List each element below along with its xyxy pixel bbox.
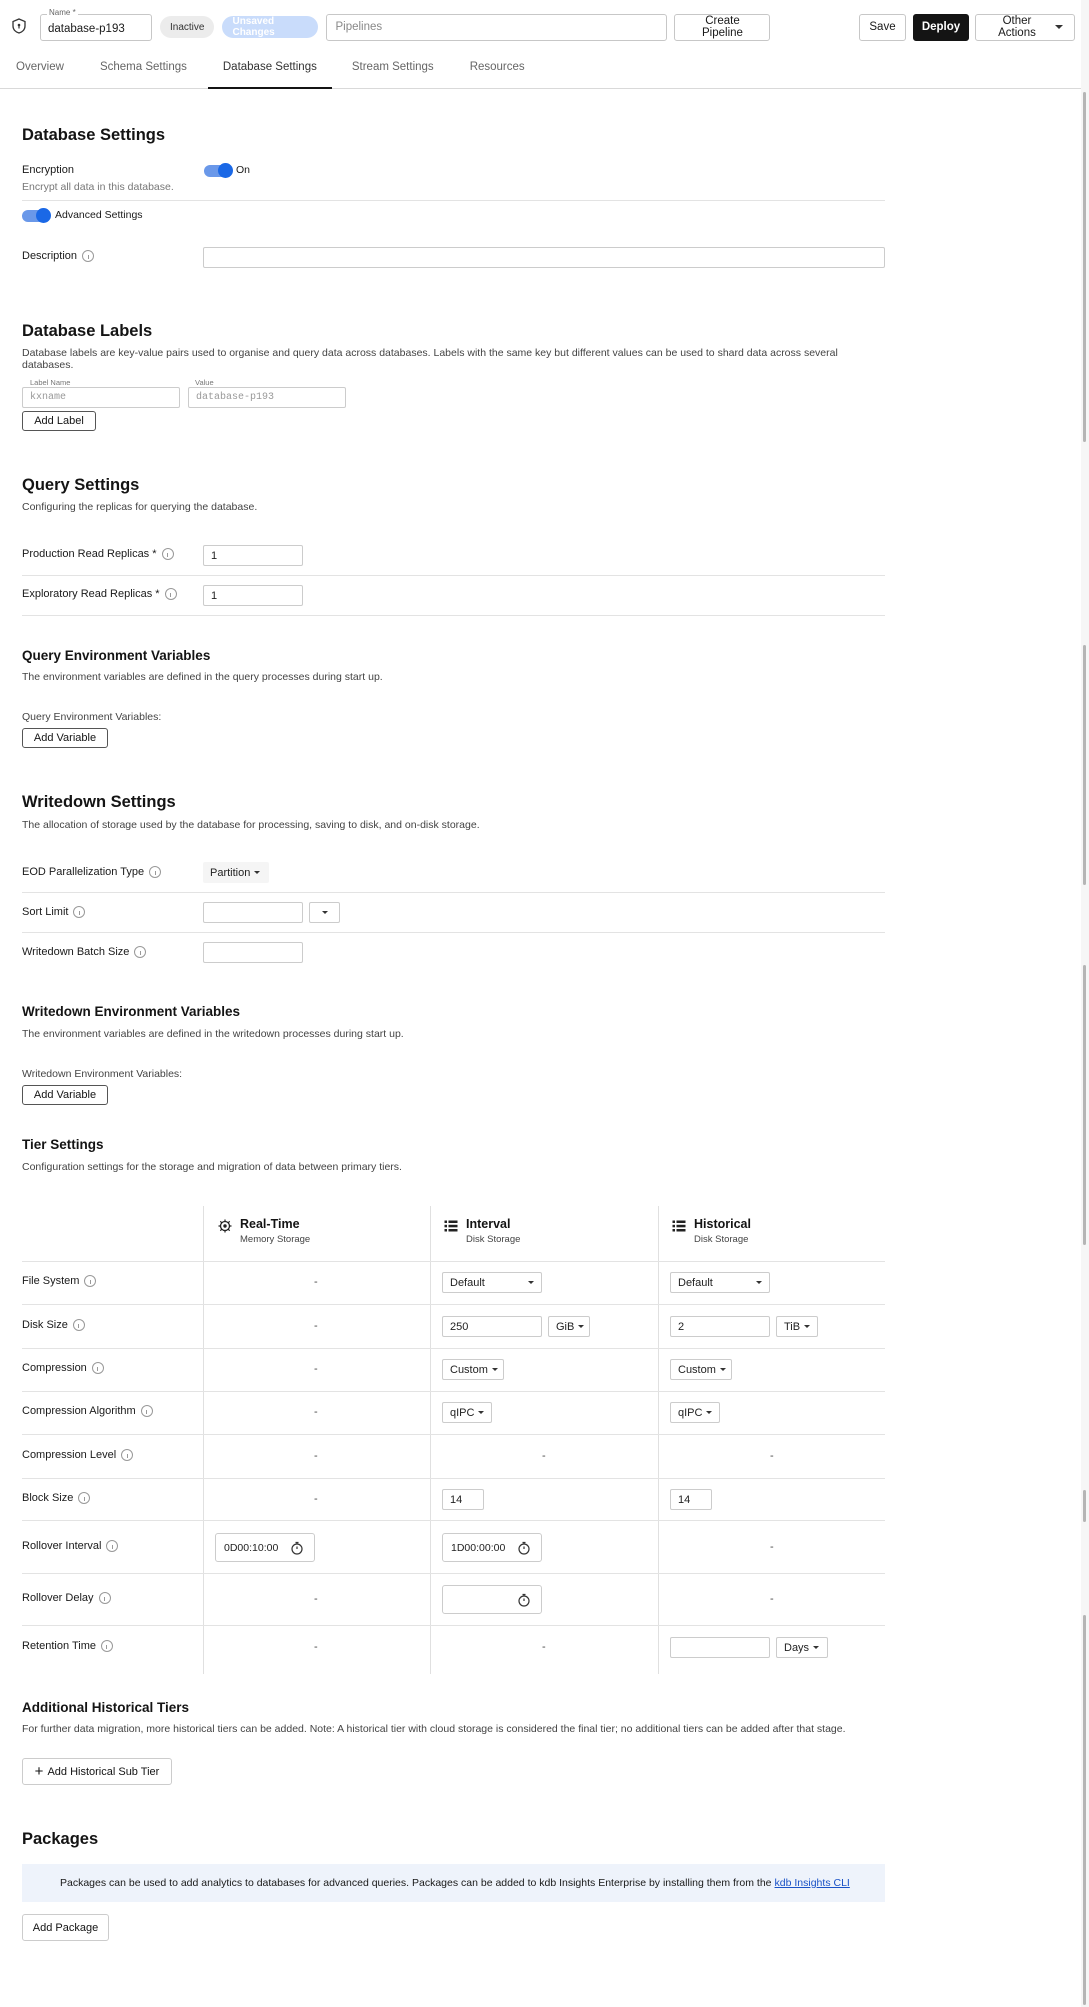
historical-retention-unit-select[interactable] (776, 1637, 828, 1658)
info-icon[interactable] (162, 548, 174, 560)
scrollbar-thumb[interactable] (1083, 645, 1086, 885)
retention-time-label: Retention Time (22, 1640, 96, 1652)
label-name-caption: Label Name (30, 378, 71, 387)
eod-type-select[interactable] (203, 862, 269, 883)
prod-replicas-input[interactable]: 1 (203, 545, 303, 566)
divider (22, 575, 885, 576)
divider (22, 1520, 885, 1521)
save-button[interactable]: Save (859, 14, 906, 41)
list-icon (444, 1219, 458, 1233)
batch-size-label: Writedown Batch Size (22, 946, 130, 958)
add-package-button[interactable]: Add Package (22, 1914, 109, 1941)
interval-retention-time: - (542, 1641, 546, 1653)
advanced-settings-label: Advanced Settings (55, 209, 143, 221)
tab-resources[interactable]: Resources (469, 61, 525, 73)
packages-info-text: Packages can be used to add analytics to databases for advanced queries. Packages can be added to kdb Insights Enterprise by installing them from the (60, 1877, 772, 1889)
realtime-rollover-interval-input[interactable] (215, 1533, 315, 1562)
prod-replicas-label: Production Read Replicas * (22, 548, 157, 560)
encryption-label: Encryption (22, 164, 74, 176)
interval-algorithm-select[interactable] (442, 1402, 492, 1423)
other-actions-label: Other Actions (998, 15, 1036, 39)
add-query-variable-button[interactable]: Add Variable (22, 728, 108, 748)
packages-title: Packages (22, 1830, 99, 1848)
kdb-insights-cli-link[interactable]: kdb Insights CLI (774, 1877, 850, 1889)
divider (22, 1261, 885, 1262)
scrollbar-thumb[interactable] (1083, 1615, 1086, 2005)
name-field-value: database-p193 (48, 22, 125, 35)
tab-schema-settings[interactable]: Schema Settings (99, 61, 187, 73)
chevron-down-icon (254, 871, 260, 874)
batch-size-row (22, 946, 146, 958)
interval-rollover-interval-input[interactable] (442, 1533, 542, 1562)
query-settings-title: Query Settings (22, 476, 140, 494)
stopwatch-icon[interactable] (517, 1541, 531, 1555)
info-icon[interactable] (101, 1640, 113, 1652)
file-system-label: File System (22, 1275, 80, 1287)
interval-disk-size-input[interactable]: 250 (442, 1316, 542, 1337)
interval-file-system-select[interactable] (442, 1272, 542, 1293)
label-value-input[interactable]: database-p193 (188, 387, 346, 408)
label-value-caption: Value (195, 378, 214, 387)
stopwatch-icon[interactable] (517, 1593, 531, 1607)
interval-compression-level: - (542, 1450, 546, 1462)
interval-compression-value: Custom (450, 1363, 488, 1376)
file-system-row (22, 1275, 96, 1287)
unsaved-changes-badge: Unsaved Changes (222, 16, 318, 38)
divider (22, 1348, 885, 1349)
compression-algorithm-row (22, 1405, 153, 1417)
interval-disk-unit-select[interactable] (548, 1316, 590, 1337)
chevron-down-icon (706, 1411, 712, 1414)
info-icon[interactable] (73, 906, 85, 918)
chevron-down-icon (322, 911, 328, 914)
historical-rollover-delay: - (770, 1593, 774, 1605)
rollover-interval-row (22, 1540, 118, 1552)
info-icon[interactable] (141, 1405, 153, 1417)
scrollbar-thumb[interactable] (1083, 965, 1086, 1245)
writedown-env-list-label: Writedown Environment Variables: (22, 1068, 183, 1080)
create-pipeline-button[interactable]: Create Pipeline (674, 14, 770, 41)
divider (22, 615, 885, 616)
info-icon[interactable] (73, 1319, 85, 1331)
divider (22, 1304, 885, 1305)
historical-retention-input[interactable] (670, 1637, 770, 1658)
historical-disk-unit-select[interactable] (776, 1316, 818, 1337)
query-env-title: Query Environment Variables (22, 648, 211, 663)
sort-limit-input[interactable] (203, 902, 303, 923)
divider (22, 1434, 885, 1435)
tab-database-settings[interactable]: Database Settings (208, 54, 332, 89)
realtime-rollover-interval-value: 0D00:10:00 (224, 1541, 279, 1554)
tier-header-interval (444, 1217, 520, 1245)
info-icon[interactable] (134, 946, 146, 958)
tier-settings-desc: Configuration settings for the storage and migration of data between primary tiers. (22, 1161, 402, 1173)
divider (22, 1573, 885, 1574)
disk-size-label: Disk Size (22, 1319, 68, 1331)
deploy-button[interactable]: Deploy (913, 14, 969, 41)
chevron-down-icon (804, 1325, 810, 1328)
info-icon[interactable] (82, 250, 94, 262)
tier-name: Real-Time (240, 1217, 300, 1231)
retention-time-row (22, 1640, 113, 1652)
historical-algorithm-select[interactable] (670, 1402, 720, 1423)
encryption-desc: Encrypt all data in this database. (22, 181, 174, 193)
query-env-list-label: Query Environment Variables: (22, 711, 162, 723)
sort-limit-row (22, 906, 85, 918)
rollover-delay-label: Rollover Delay (22, 1592, 94, 1604)
rollover-interval-label: Rollover Interval (22, 1540, 102, 1552)
info-icon[interactable] (99, 1592, 111, 1604)
query-settings-desc: Configuring the replicas for querying the database. (22, 501, 258, 513)
divider (22, 1478, 885, 1479)
tab-bar (0, 54, 1089, 89)
expl-replicas-input[interactable]: 1 (203, 585, 303, 606)
database-name-field[interactable] (40, 7, 152, 41)
block-size-label: Block Size (22, 1492, 74, 1504)
divider (22, 932, 885, 933)
historical-algorithm-value: qIPC (678, 1406, 703, 1419)
chip-icon (218, 1219, 232, 1233)
info-icon[interactable] (165, 588, 177, 600)
tab-overview[interactable]: Overview (16, 61, 64, 73)
block-size-row (22, 1492, 90, 1504)
historical-file-system-value: Default (678, 1276, 713, 1289)
tier-header-historical (672, 1217, 751, 1245)
chevron-down-icon (813, 1646, 819, 1649)
interval-disk-unit-value: GiB (556, 1320, 575, 1333)
top-bar (0, 0, 1089, 54)
tier-divider (430, 1206, 431, 1674)
other-actions-button[interactable] (975, 14, 1075, 41)
realtime-rollover-delay: - (314, 1593, 318, 1605)
database-settings-title: Database Settings (22, 126, 166, 144)
divider (22, 1391, 885, 1392)
compression-label: Compression (22, 1362, 87, 1374)
eod-label: EOD Parallelization Type (22, 866, 145, 878)
description-label: Description (22, 250, 78, 262)
add-historical-sub-tier-button[interactable] (22, 1758, 172, 1785)
info-icon[interactable] (121, 1449, 133, 1461)
list-icon (672, 1219, 686, 1233)
divider (22, 200, 885, 201)
realtime-file-system: - (314, 1276, 318, 1288)
info-icon[interactable] (149, 866, 161, 878)
interval-algorithm-value: qIPC (450, 1406, 475, 1419)
tier-sub: Memory Storage (240, 1234, 311, 1245)
tier-header-realtime (218, 1217, 310, 1245)
add-historical-sub-tier-label: Add Historical Sub Tier (47, 1765, 160, 1778)
chevron-down-icon (756, 1281, 762, 1284)
interval-rollover-interval-value: 1D00:00:00 (451, 1541, 506, 1554)
expl-replicas-row (22, 588, 177, 600)
scrollbar[interactable] (1081, 0, 1089, 2007)
batch-size-input[interactable] (203, 942, 303, 963)
disk-size-row (22, 1319, 85, 1331)
realtime-disk-size: - (314, 1320, 318, 1332)
plus-icon: + (34, 1763, 44, 1780)
chevron-down-icon (478, 1411, 484, 1414)
compression-level-row (22, 1449, 133, 1461)
chevron-down-icon (1055, 25, 1063, 29)
realtime-block-size: - (314, 1493, 318, 1505)
historical-compression-select[interactable] (670, 1359, 732, 1380)
writedown-settings-title: Writedown Settings (22, 793, 176, 811)
realtime-compression-algorithm: - (314, 1406, 318, 1418)
expl-replicas-label: Exploratory Read Replicas * (22, 588, 160, 600)
encryption-toggle[interactable] (204, 165, 232, 177)
historical-compression-value: Custom (678, 1363, 716, 1376)
historical-compression-level: - (770, 1450, 774, 1462)
advanced-settings-toggle[interactable] (22, 210, 50, 222)
chevron-down-icon (578, 1325, 584, 1328)
info-icon[interactable] (78, 1492, 90, 1504)
realtime-compression: - (314, 1363, 318, 1375)
realtime-compression-level: - (314, 1450, 318, 1462)
tier-divider (658, 1206, 659, 1674)
writedown-env-title: Writedown Environment Variables (22, 1004, 241, 1019)
historical-disk-unit-value: TiB (784, 1320, 801, 1333)
compression-level-label: Compression Level (22, 1449, 117, 1461)
writedown-settings-desc: The allocation of storage used by the database for processing, saving to disk, and on-disk storage. (22, 819, 480, 831)
stopwatch-icon[interactable] (290, 1541, 304, 1555)
chevron-down-icon (720, 1368, 726, 1371)
label-name-input[interactable]: kxname (22, 387, 180, 408)
eod-type-value: Partition (210, 866, 251, 879)
scrollbar-thumb[interactable] (1083, 1490, 1086, 1522)
packages-info-banner (22, 1864, 885, 1902)
status-badge: Inactive (160, 16, 214, 38)
info-icon[interactable] (84, 1275, 96, 1287)
interval-rollover-delay-input[interactable] (442, 1585, 542, 1614)
description-input[interactable] (203, 247, 885, 268)
eod-row (22, 866, 161, 878)
add-label-button[interactable]: Add Label (22, 411, 96, 431)
divider (22, 892, 885, 893)
interval-block-size-input[interactable]: 14 (442, 1489, 484, 1510)
additional-tiers-desc: For further data migration, more historical tiers can be added. Note: A historical tier with cloud storage is considered the final tier; no additional tiers can be added after that stage. (22, 1723, 846, 1735)
sort-limit-label: Sort Limit (22, 906, 69, 918)
tier-divider (203, 1206, 204, 1674)
chevron-down-icon (492, 1368, 498, 1371)
historical-block-size-input[interactable]: 14 (670, 1489, 712, 1510)
divider (22, 1625, 885, 1626)
sort-limit-unit-select[interactable] (309, 902, 340, 923)
chevron-down-icon (528, 1281, 534, 1284)
rollover-delay-row (22, 1592, 111, 1604)
compression-row (22, 1362, 104, 1374)
interval-compression-select[interactable] (442, 1359, 504, 1380)
prod-replicas-row (22, 548, 174, 560)
interval-file-system-value: Default (450, 1276, 485, 1289)
tier-sub: Disk Storage (694, 1234, 749, 1245)
tier-name: Historical (694, 1217, 751, 1231)
description-label-row (22, 250, 94, 262)
database-labels-desc: Database labels are key-value pairs used to organise and query data across databases. Labels with the same key but different values can be used to shard data across several databases. (22, 347, 838, 371)
query-env-desc: The environment variables are defined in the query processes during start up. (22, 671, 383, 683)
scrollbar-thumb[interactable] (1083, 92, 1086, 442)
realtime-retention-time: - (314, 1641, 318, 1653)
additional-tiers-title: Additional Historical Tiers (22, 1700, 190, 1715)
tier-sub: Disk Storage (466, 1234, 521, 1245)
pipelines-select[interactable]: Pipelines (326, 14, 667, 41)
info-icon[interactable] (92, 1362, 104, 1374)
historical-file-system-select[interactable] (670, 1272, 770, 1293)
tab-stream-settings[interactable]: Stream Settings (351, 61, 434, 73)
writedown-env-desc: The environment variables are defined in the writedown processes during start up. (22, 1028, 404, 1040)
historical-retention-unit-value: Days (784, 1641, 810, 1654)
add-writedown-variable-button[interactable]: Add Variable (22, 1085, 108, 1105)
historical-rollover-interval: - (770, 1541, 774, 1553)
tier-settings-title: Tier Settings (22, 1137, 104, 1152)
info-icon[interactable] (106, 1540, 118, 1552)
encryption-state: On (236, 164, 251, 176)
tier-name: Interval (466, 1217, 511, 1231)
database-labels-title: Database Labels (22, 322, 153, 340)
name-field-label: Name * (49, 7, 76, 17)
shield-icon (12, 18, 26, 34)
compression-algorithm-label: Compression Algorithm (22, 1405, 136, 1417)
historical-disk-size-input[interactable]: 2 (670, 1316, 770, 1337)
